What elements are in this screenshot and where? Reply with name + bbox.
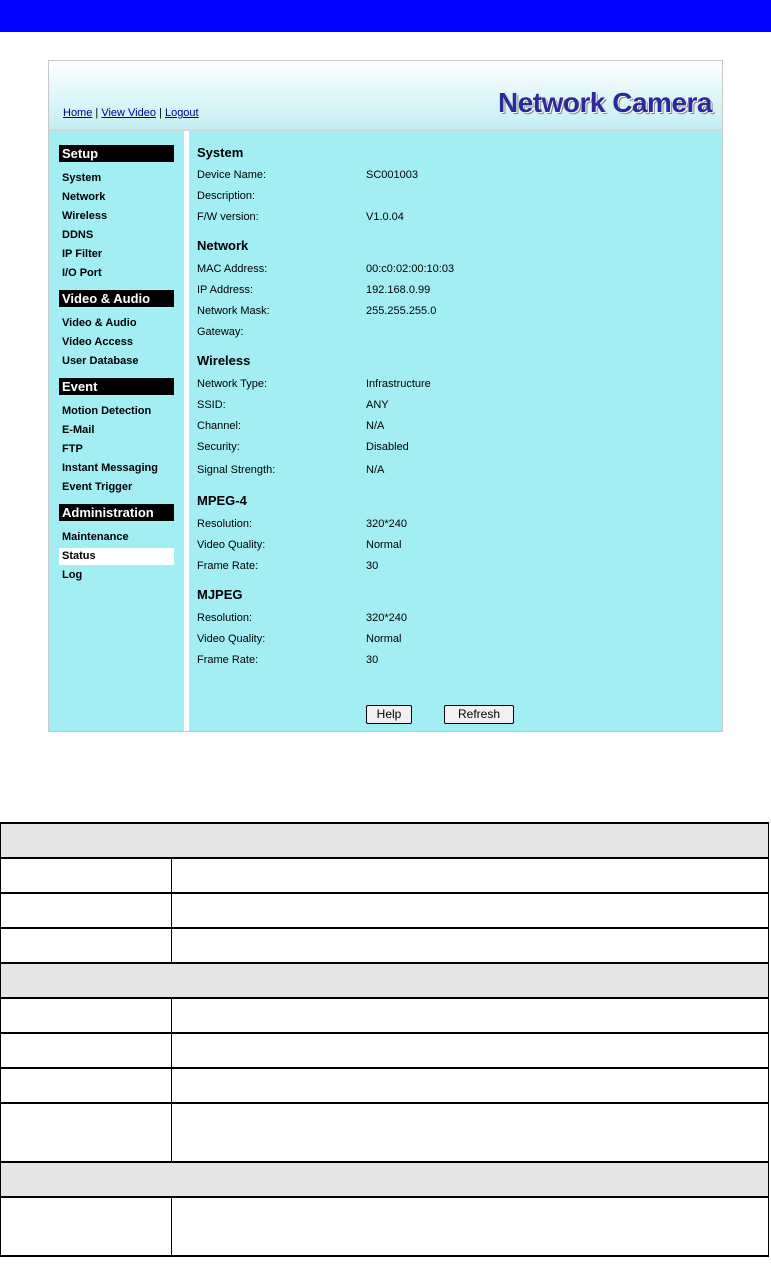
table-row [1, 998, 769, 1033]
table-cell [1, 928, 172, 963]
channel-value: N/A [366, 420, 385, 432]
table-cell [1, 1162, 769, 1197]
table-section-header [1, 823, 769, 858]
sidebar-item-ddns[interactable]: DDNS [62, 229, 94, 241]
table-cell [172, 928, 769, 963]
table-cell [1, 858, 172, 893]
sidebar-item-event-trigger[interactable]: Event Trigger [62, 481, 133, 493]
mac-address-value: 00:c0:02:00:10:03 [366, 263, 455, 275]
sidebar-item-ip-filter[interactable]: IP Filter [62, 248, 103, 260]
help-button[interactable]: Help [366, 705, 412, 724]
table-cell [1, 823, 769, 858]
sidebar-item-maintenance[interactable]: Maintenance [62, 531, 129, 543]
table-cell [172, 1068, 769, 1103]
mjpeg-resolution-value: 320*240 [366, 612, 407, 624]
status-panel [189, 131, 722, 731]
mac-address-label: MAC Address: [197, 263, 268, 275]
table-cell [172, 1197, 769, 1256]
mpeg4-frame-rate-value: 30 [366, 560, 379, 572]
sidebar-item-motion-detection[interactable]: Motion Detection [62, 405, 152, 417]
mjpeg-frame-rate-label: Frame Rate: [197, 654, 259, 666]
sidebar-section-event: Event [59, 378, 174, 395]
mjpeg-quality-value: Normal [366, 633, 402, 645]
network-mask-label: Network Mask: [197, 305, 270, 317]
table-section-header [1, 963, 769, 998]
table-cell [1, 963, 769, 998]
table-row [1, 928, 769, 963]
network-mask-value: 255.255.255.0 [366, 305, 437, 317]
top-banner [0, 0, 771, 32]
network-type-value: Infrastructure [366, 378, 431, 390]
mjpeg-quality-label: Video Quality: [197, 633, 266, 645]
sidebar-item-email[interactable]: E-Mail [62, 424, 95, 436]
ip-address-value: 192.168.0.99 [366, 284, 431, 296]
section-title-system: System [197, 145, 244, 160]
camera-status-screenshot [48, 60, 723, 732]
sidebar-item-log[interactable]: Log [62, 569, 83, 581]
network-camera-logo: Network Camera [498, 87, 712, 118]
table-row [1, 858, 769, 893]
sidebar-item-user-database[interactable]: User Database [62, 355, 139, 367]
view-video-link[interactable]: View Video [101, 107, 156, 119]
description-label: Description: [197, 190, 256, 202]
device-name-label: Device Name: [197, 169, 267, 181]
table-section-header [1, 1162, 769, 1197]
header-links [63, 107, 199, 119]
ssid-label: SSID: [197, 399, 226, 411]
table-cell [172, 998, 769, 1033]
mjpeg-frame-rate-value: 30 [366, 654, 379, 666]
ssid-value: ANY [366, 399, 389, 411]
camera-header [49, 61, 722, 129]
sidebar-item-network[interactable]: Network [62, 191, 106, 203]
gateway-label: Gateway: [197, 326, 244, 338]
sidebar-section-video-audio: Video & Audio [59, 290, 174, 307]
table-cell [1, 1068, 172, 1103]
mpeg4-frame-rate-label: Frame Rate: [197, 560, 259, 572]
sidebar-item-video-access[interactable]: Video Access [62, 336, 133, 348]
network-type-label: Network Type: [197, 378, 268, 390]
ip-address-label: IP Address: [197, 284, 254, 296]
link-separator: | [155, 107, 165, 119]
table-cell [172, 858, 769, 893]
table-row [1, 1103, 769, 1162]
sidebar-item-status[interactable]: Status [59, 548, 174, 565]
mjpeg-resolution-label: Resolution: [197, 612, 253, 624]
table-row [1, 1197, 769, 1256]
signal-strength-label: Signal Strength: [197, 464, 276, 476]
sidebar-item-video-audio[interactable]: Video & Audio [62, 317, 137, 329]
table-row [1, 1033, 769, 1068]
security-value: Disabled [366, 441, 409, 453]
table-cell [1, 1033, 172, 1068]
table-cell [172, 1103, 769, 1162]
sidebar-item-system[interactable]: System [62, 172, 102, 184]
sidebar-section-setup: Setup [59, 145, 174, 162]
sidebar-item-wireless[interactable]: Wireless [62, 210, 108, 222]
table-cell [1, 893, 172, 928]
sidebar-item-instant-messaging[interactable]: Instant Messaging [62, 462, 158, 474]
refresh-button[interactable]: Refresh [444, 705, 514, 724]
section-title-wireless: Wireless [197, 353, 251, 368]
mpeg4-resolution-label: Resolution: [197, 518, 253, 530]
home-link[interactable]: Home [63, 107, 93, 119]
fw-version-label: F/W version: [197, 211, 259, 223]
section-title-mjpeg: MJPEG [197, 587, 243, 602]
sidebar-item-io-port[interactable]: I/O Port [62, 267, 102, 279]
table-cell [1, 998, 172, 1033]
section-title-network: Network [197, 238, 249, 253]
device-name-value: SC001003 [366, 169, 418, 181]
sidebar [49, 131, 184, 731]
link-separator: | [92, 107, 102, 119]
table-cell [1, 1197, 172, 1256]
table-cell [172, 1033, 769, 1068]
section-title-mpeg4: MPEG-4 [197, 493, 247, 508]
table-row [1, 1068, 769, 1103]
description-table [0, 822, 769, 1257]
fw-version-value: V1.0.04 [366, 211, 404, 223]
mpeg4-resolution-value: 320*240 [366, 518, 407, 530]
mpeg4-quality-value: Normal [366, 539, 402, 551]
security-label: Security: [197, 441, 240, 453]
signal-strength-value: N/A [366, 464, 385, 476]
table-cell [172, 893, 769, 928]
logout-link[interactable]: Logout [164, 107, 199, 119]
channel-label: Channel: [197, 420, 242, 432]
sidebar-item-ftp[interactable]: FTP [62, 443, 83, 455]
mpeg4-quality-label: Video Quality: [197, 539, 266, 551]
table-cell [1, 1103, 172, 1162]
table-row [1, 893, 769, 928]
sidebar-section-administration: Administration [59, 504, 174, 521]
